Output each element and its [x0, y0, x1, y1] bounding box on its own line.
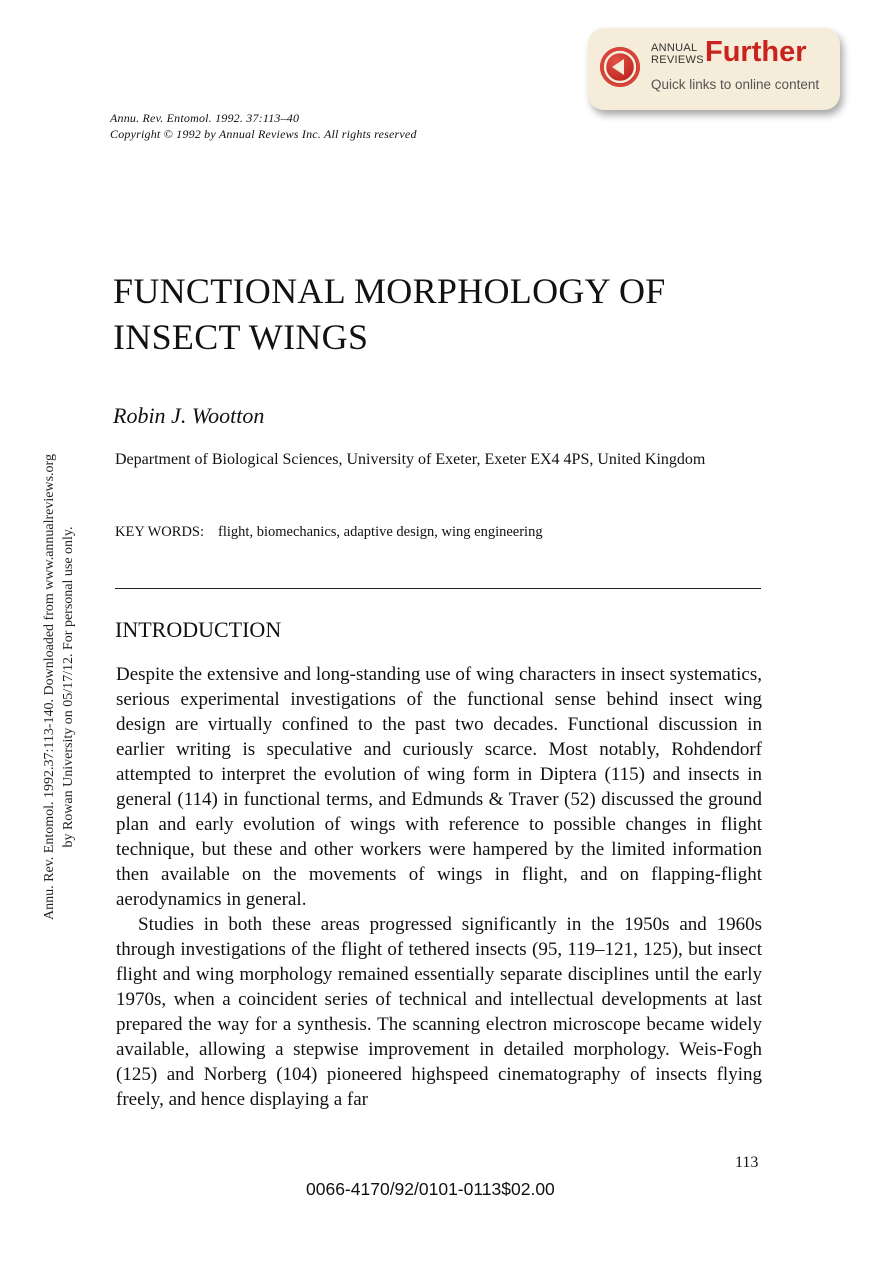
further-badge[interactable]	[588, 28, 840, 110]
badge-brand	[651, 42, 704, 66]
keywords	[115, 524, 543, 541]
page-number: 113	[735, 1154, 759, 1171]
download-notice-line: by Rowan University on 05/17/12. For personal use only.	[61, 526, 76, 848]
download-notice-line: Annu. Rev. Entomol. 1992.37:113-140. Downloaded from www.annualreviews.org	[42, 454, 57, 920]
copyright-line: Copyright © 1992 by Annual Reviews Inc. All rights reserved	[110, 127, 417, 141]
download-notice	[40, 387, 90, 987]
citation-line: Annu. Rev. Entomol. 1992. 37:113–40	[110, 111, 300, 125]
author-name: Robin J. Wootton	[113, 403, 265, 428]
badge-reviews-label: REVIEWS	[651, 54, 704, 66]
journal-citation	[110, 110, 417, 142]
badge-further-label: Further	[705, 36, 807, 68]
issn-code: 0066-4170/92/0101-0113$02.00	[306, 1179, 555, 1199]
keywords-label: KEY WORDS:	[115, 524, 205, 540]
article-title	[113, 268, 666, 360]
section-divider	[115, 588, 761, 589]
title-line: FUNCTIONAL MORPHOLOGY OF	[113, 271, 666, 311]
badge-subtitle: Quick links to online content	[651, 77, 820, 92]
body-text	[116, 662, 762, 1112]
paragraph: Studies in both these areas progressed significantly in the 1950s and 1960s through investigations of the flight of tethered insects (95, 119–121, 125), but insect flight and wing morphology remained essentially separate disciplines until the early 1970s, when a coincident series of technical and intellectual developments at last prepared the way for a synthesis. The scanning electron microscope became widely available, allowing a stepwise improvement in detailed morphology. Weis-Fogh (125) and Norberg (104) pioneered highspeed cinematography of insects flying freely, and hence displaying a far	[116, 914, 762, 1110]
back-arrow-icon	[600, 47, 640, 87]
paragraph: Despite the extensive and long-standing use of wing characters in insect systematics, serious experimental investigations of the functional sense behind insect wing design are virtually confined to the past two decades. Functional discussion in earlier writing is speculative and curiously scarce. Most notably, Rohdendorf attempted to interpret the evolution of wing form in Diptera (115) and insects in general (114) in functional terms, and Edmunds & Traver (52) discussed the ground plan and early evolution of wings with reference to possible changes in flight technique, but these and other workers were hampered by the limited information then available on the movements of wings in flight, and on flapping-flight aerodynamics in general.	[116, 664, 762, 910]
badge-annual-label: ANNUAL	[651, 42, 698, 54]
title-line: INSECT WINGS	[113, 317, 369, 357]
author-affiliation: Department of Biological Sciences, University of Exeter, Exeter EX4 4PS, United Kingdom	[115, 451, 706, 468]
keywords-list: flight, biomechanics, adaptive design, wing engineering	[218, 524, 543, 540]
section-heading: INTRODUCTION	[115, 617, 282, 642]
